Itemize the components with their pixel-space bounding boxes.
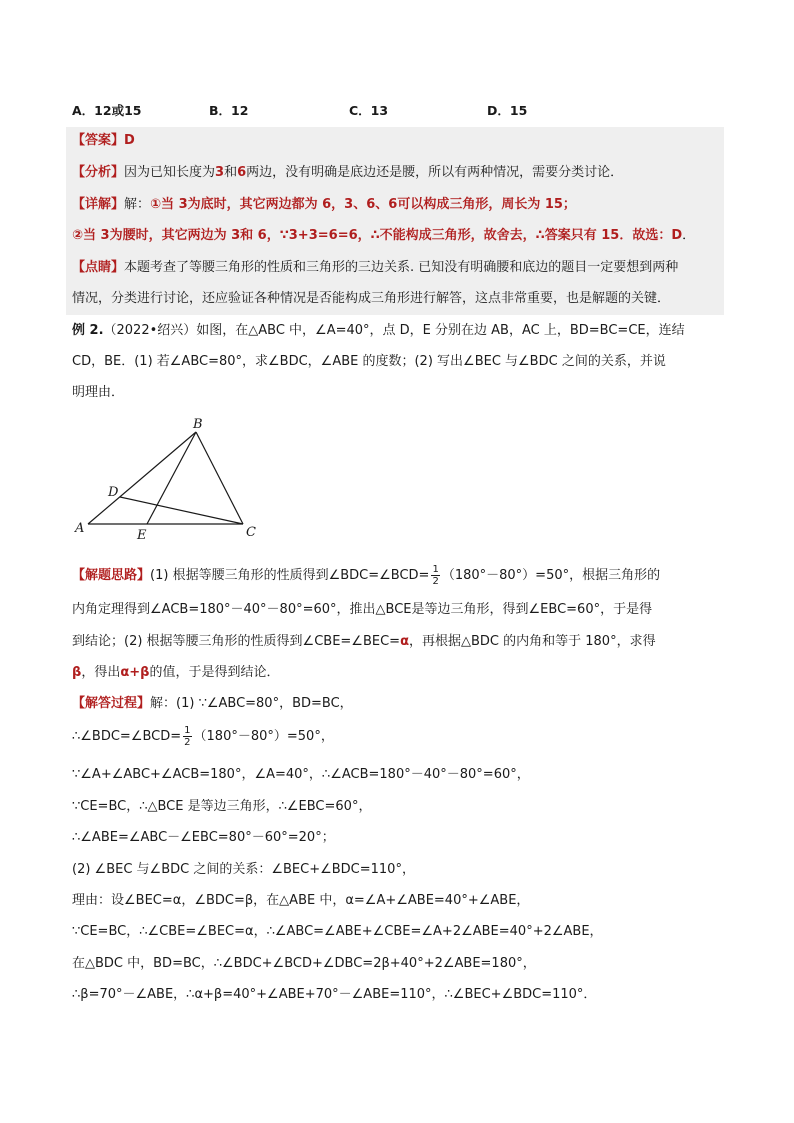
thinking-line-3 bbox=[72, 632, 656, 652]
thinking-text-3a: 到结论；(2) 根据等腰三角形的性质得到∠CBE=∠BEC= bbox=[72, 634, 401, 649]
solution-line-4 bbox=[72, 797, 371, 817]
option-c[interactable]: C．13 bbox=[349, 103, 389, 118]
solution-line-3 bbox=[72, 765, 530, 785]
solution-line-8 bbox=[72, 922, 603, 942]
label-d: D bbox=[108, 485, 119, 500]
detail-choice: D bbox=[671, 228, 683, 243]
label-a: A bbox=[75, 521, 85, 536]
thinking-line-2 bbox=[72, 600, 652, 620]
fraction-numerator: 1 bbox=[432, 564, 439, 575]
solution-text-1: 解：(1) ∵∠ABC=80°，BD=BC， bbox=[150, 696, 353, 711]
thinking-text-1b: （180°－80°）=50°，根据三角形的 bbox=[441, 568, 661, 583]
example-text-2: CD，BE．(1) 若∠ABC=80°，求∠BDC，∠ABE 的度数；(2) 写出∠BEC 与∠BDC 之间的关系，并说 bbox=[72, 354, 666, 369]
solution-text-4: ∵CE=BC，∴△BCE 是等边三角形，∴∠EBC=60°， bbox=[72, 799, 372, 814]
option-a[interactable]: A．12或15 bbox=[72, 103, 142, 118]
thinking-text-3c: ，再根据△BDC 的内角和等于 180°，求得 bbox=[409, 634, 656, 649]
option-d[interactable]: D．15 bbox=[487, 103, 528, 118]
solution-text-2a: ∴∠BDC=∠BCD= bbox=[72, 729, 182, 744]
thinking-text-2: 内角定理得到∠ACB=180°－40°－80°=60°，推出△BCE是等边三角形，得到∠EBC=60°，于是得 bbox=[72, 602, 653, 617]
solution-line-6 bbox=[72, 860, 415, 880]
example-label: 例 2. bbox=[72, 323, 104, 338]
solution-line-2 bbox=[72, 723, 334, 751]
thinking-text-4b: ，得出 bbox=[81, 665, 121, 680]
analysis-text-1: 因为已知长度为 bbox=[124, 165, 216, 180]
solution-text-10: ∴β=70°－∠ABE，∴α+β=40°+∠ABE+70°－∠ABE=110°，∴∠BEC+∠BDC=110°． bbox=[72, 987, 597, 1002]
thinking-text-1a: (1) 根据等腰三角形的性质得到∠BDC=∠BCD= bbox=[150, 568, 430, 583]
label-c: C bbox=[246, 525, 256, 540]
thinking-alpha-beta: α+β bbox=[120, 665, 150, 680]
segment-be bbox=[147, 432, 196, 524]
label-e: E bbox=[137, 528, 147, 543]
analysis-tag: 【分析】 bbox=[72, 165, 125, 180]
detail-tag: 【详解】 bbox=[72, 197, 125, 212]
fraction-denominator: 2 bbox=[432, 576, 439, 587]
detail-case-2: ②当 3为腰时，其它两边为 3和 6，∵3+3=6=6，∴不能构成三角形，故舍去，∴答案只有 15．故选： bbox=[72, 228, 672, 243]
detail-period: ． bbox=[682, 228, 696, 243]
detail-case-1: ①当 3为底时，其它两边都为 6，3、6、6可以构成三角形，周长为 15； bbox=[150, 197, 576, 212]
solution-text-8: ∵CE=BC，∴∠CBE=∠BEC=α，∴∠ABC=∠ABE+∠CBE=∠A+2∠ABE=40°+2∠ABE， bbox=[72, 924, 603, 939]
fraction-one-half-2 bbox=[183, 725, 191, 748]
solution-text-6: (2) ∠BEC 与∠BDC 之间的关系：∠BEC+∠BDC=110°， bbox=[72, 862, 415, 877]
solution-line-9 bbox=[72, 954, 536, 974]
example-text-1: （2022•绍兴）如图，在△ABC 中，∠A=40°，点 D，E 分别在边 AB，AC 上，BD=BC=CE，连结 bbox=[103, 323, 685, 338]
answer-tag: 【答案】 bbox=[72, 133, 125, 148]
fraction-one-half bbox=[431, 564, 439, 587]
thinking-beta: β bbox=[72, 665, 82, 680]
thinking-line-1 bbox=[72, 562, 660, 590]
thinking-line-4 bbox=[72, 663, 279, 683]
comment-tag: 【点睛】 bbox=[72, 260, 125, 275]
detail-text: 解： bbox=[124, 197, 151, 212]
example-text-3: 明理由． bbox=[72, 385, 125, 400]
thinking-tag: 【解题思路】 bbox=[72, 568, 151, 583]
analysis-text-3: 两边，没有明确是底边还是腰，所以有两种情况，需要分类讨论． bbox=[246, 165, 624, 180]
comment-text-2: 情况，分类进行讨论，还应验证各种情况是否能构成三角形进行解答，这点非常重要，也是解题的关键． bbox=[72, 291, 671, 306]
solution-line-7 bbox=[72, 891, 529, 911]
segment-cd bbox=[120, 497, 243, 524]
option-b[interactable]: B．12 bbox=[209, 103, 249, 118]
solution-text-9: 在△BDC 中，BD=BC，∴∠BDC+∠BCD+∠DBC=2β+40°+2∠ABE=180°， bbox=[72, 956, 536, 971]
analysis-num-1: 3 bbox=[215, 165, 225, 180]
thinking-alpha: α bbox=[400, 634, 409, 649]
solution-line-5 bbox=[72, 828, 335, 848]
side-bc bbox=[196, 432, 243, 524]
solution-text-2b: （180°－80°）=50°， bbox=[193, 729, 334, 744]
solution-text-3: ∵∠A+∠ABC+∠ACB=180°，∠A=40°，∴∠ACB=180°－40°－80°=60°， bbox=[72, 767, 530, 782]
label-b: B bbox=[193, 417, 203, 432]
solution-text-7: 理由：设∠BEC=α，∠BDC=β，在△ABE 中，α=∠A+∠ABE=40°+∠ABE， bbox=[72, 893, 530, 908]
analysis-num-2: 6 bbox=[237, 165, 247, 180]
solution-text-5: ∴∠ABE=∠ABC－∠EBC=80°－60°=20°； bbox=[72, 830, 335, 845]
solution-line-10 bbox=[72, 985, 596, 1005]
fraction-numerator-2: 1 bbox=[184, 725, 191, 736]
fraction-denominator-2: 2 bbox=[184, 737, 191, 748]
solution-line-1 bbox=[72, 694, 353, 714]
answer-value: D bbox=[124, 133, 135, 148]
thinking-text-4d: 的值，于是得到结论． bbox=[149, 665, 280, 680]
analysis-text-2: 和 bbox=[224, 165, 238, 180]
comment-text-1: 本题考查了等腰三角形的性质和三角形的三边关系. 已知没有明确腰和底边的题目一定要想到两种 bbox=[124, 260, 679, 275]
solution-tag: 【解答过程】 bbox=[72, 696, 151, 711]
